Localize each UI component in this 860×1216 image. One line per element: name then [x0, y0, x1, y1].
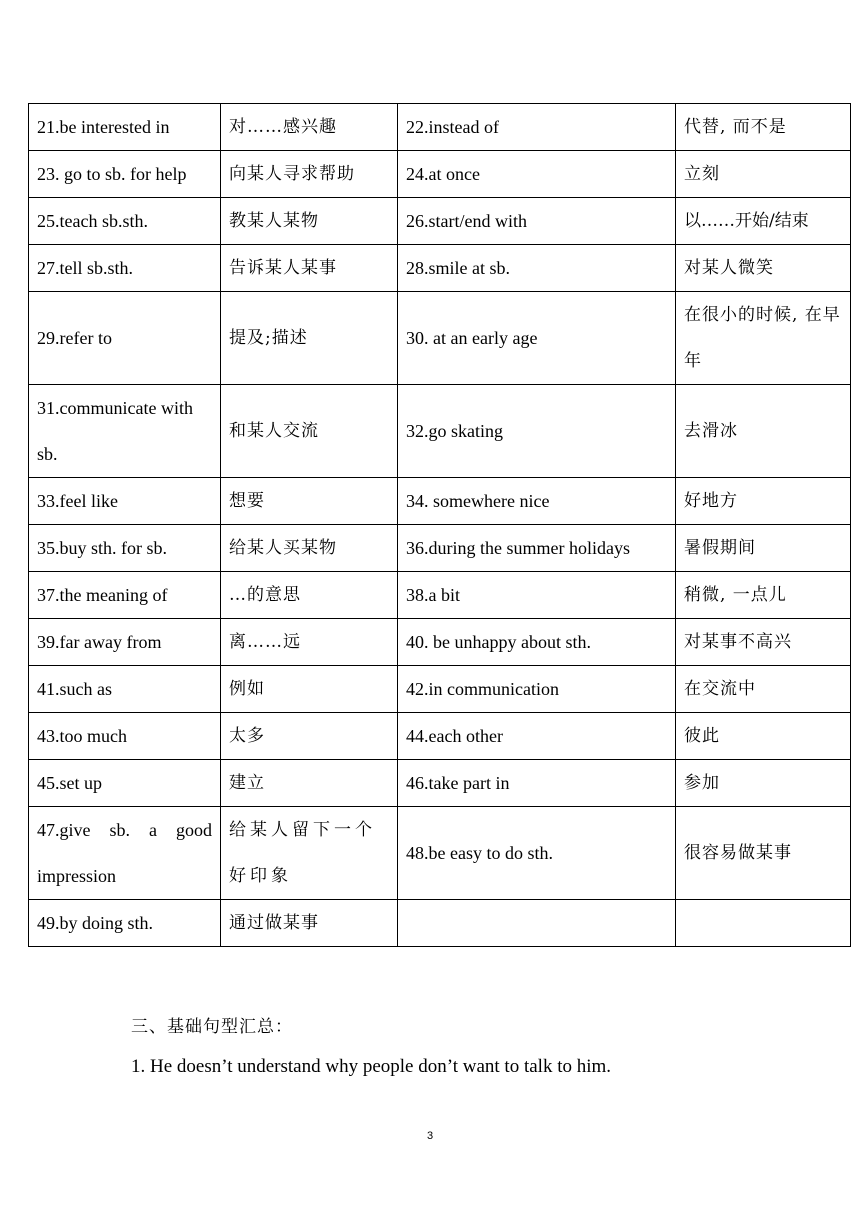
- phrase-en: 41.such as: [29, 666, 221, 713]
- phrase-en: 49.by doing sth.: [29, 900, 221, 947]
- phrase-en: 25.teach sb.sth.: [29, 198, 221, 245]
- phrase-en: 45.set up: [29, 760, 221, 807]
- phrase-zh: 好地方: [676, 478, 851, 525]
- table-row: [29, 478, 851, 525]
- phrase-zh: 告诉某人某事: [221, 245, 398, 292]
- phrase-zh: 例如: [221, 666, 398, 713]
- phrase-en: 24.at once: [398, 151, 676, 198]
- table-row: [29, 151, 851, 198]
- phrase-en: 22.instead of: [398, 104, 676, 151]
- vocab-table: [28, 103, 851, 947]
- table-row: [29, 292, 851, 385]
- phrase-en: 30. at an early age: [398, 292, 676, 385]
- phrase-en: 43.too much: [29, 713, 221, 760]
- table-row: [29, 198, 851, 245]
- phrase-zh: 向某人寻求帮助: [221, 151, 398, 198]
- table-row: [29, 807, 851, 900]
- phrase-zh: 给某人买某物: [221, 525, 398, 572]
- phrase-en: 39.far away from: [29, 619, 221, 666]
- phrase-zh: 提及;描述: [221, 292, 398, 385]
- phrase-en: 38.a bit: [398, 572, 676, 619]
- phrase-zh: 参加: [676, 760, 851, 807]
- table-row: [29, 385, 851, 478]
- phrase-en: 48.be easy to do sth.: [398, 807, 676, 900]
- table-row: [29, 713, 851, 760]
- phrase-zh: 以……开始/结束: [676, 198, 851, 245]
- phrase-en: 36.during the summer holidays: [398, 525, 676, 572]
- phrase-zh: 对某事不高兴: [676, 619, 851, 666]
- phrase-en: 35.buy sth. for sb.: [29, 525, 221, 572]
- phrase-zh: 暑假期间: [676, 525, 851, 572]
- phrase-en: 33.feel like: [29, 478, 221, 525]
- phrase-en: 23. go to sb. for help: [29, 151, 221, 198]
- table-row: [29, 104, 851, 151]
- phrase-en: 47.give sb. a good impression: [29, 807, 221, 900]
- example-sentence: 1. He doesn’t understand why people don’t want to talk to him.: [131, 1056, 612, 1077]
- phrase-zh: 很容易做某事: [676, 807, 851, 900]
- phrase-en: 27.tell sb.sth.: [29, 245, 221, 292]
- phrase-zh: 建立: [221, 760, 398, 807]
- phrase-en: 34. somewhere nice: [398, 478, 676, 525]
- table-row: [29, 900, 851, 947]
- phrase-en: 32.go skating: [398, 385, 676, 478]
- phrase-en: [398, 900, 676, 947]
- phrase-en: 40. be unhappy about sth.: [398, 619, 676, 666]
- table-row: [29, 572, 851, 619]
- phrase-zh: 彼此: [676, 713, 851, 760]
- phrase-zh: 离……远: [221, 619, 398, 666]
- table-row: [29, 245, 851, 292]
- phrase-en: 37.the meaning of: [29, 572, 221, 619]
- phrase-zh: 立刻: [676, 151, 851, 198]
- phrase-zh: 通过做某事: [221, 900, 398, 947]
- phrase-en: 42.in communication: [398, 666, 676, 713]
- phrase-zh: 教某人某物: [221, 198, 398, 245]
- phrase-zh: 在交流中: [676, 666, 851, 713]
- phrase-zh: …的意思: [221, 572, 398, 619]
- table-row: [29, 666, 851, 713]
- phrase-zh: 在很小的时候, 在早年: [676, 292, 851, 385]
- phrase-en: 44.each other: [398, 713, 676, 760]
- phrase-zh: 对……感兴趣: [221, 104, 398, 151]
- section-heading: 三、基础句型汇总：: [131, 1017, 293, 1037]
- phrase-zh: 想要: [221, 478, 398, 525]
- phrase-zh: 去滑冰: [676, 385, 851, 478]
- phrase-zh: 太多: [221, 713, 398, 760]
- phrase-en: 21.be interested in: [29, 104, 221, 151]
- phrase-zh: 稍微, 一点儿: [676, 572, 851, 619]
- phrase-zh: 给某人留下一个好印象: [221, 807, 398, 900]
- phrase-zh: 和某人交流: [221, 385, 398, 478]
- phrase-en: 26.start/end with: [398, 198, 676, 245]
- page-number: 3: [426, 1130, 434, 1142]
- table-row: [29, 760, 851, 807]
- phrase-zh: [676, 900, 851, 947]
- phrase-en: 46.take part in: [398, 760, 676, 807]
- phrase-en: 31.communicate with sb.: [29, 385, 221, 478]
- table-row: [29, 619, 851, 666]
- table-row: [29, 525, 851, 572]
- phrase-zh: 对某人微笑: [676, 245, 851, 292]
- phrase-en: 28.smile at sb.: [398, 245, 676, 292]
- phrase-en: 29.refer to: [29, 292, 221, 385]
- phrase-zh: 代替, 而不是: [676, 104, 851, 151]
